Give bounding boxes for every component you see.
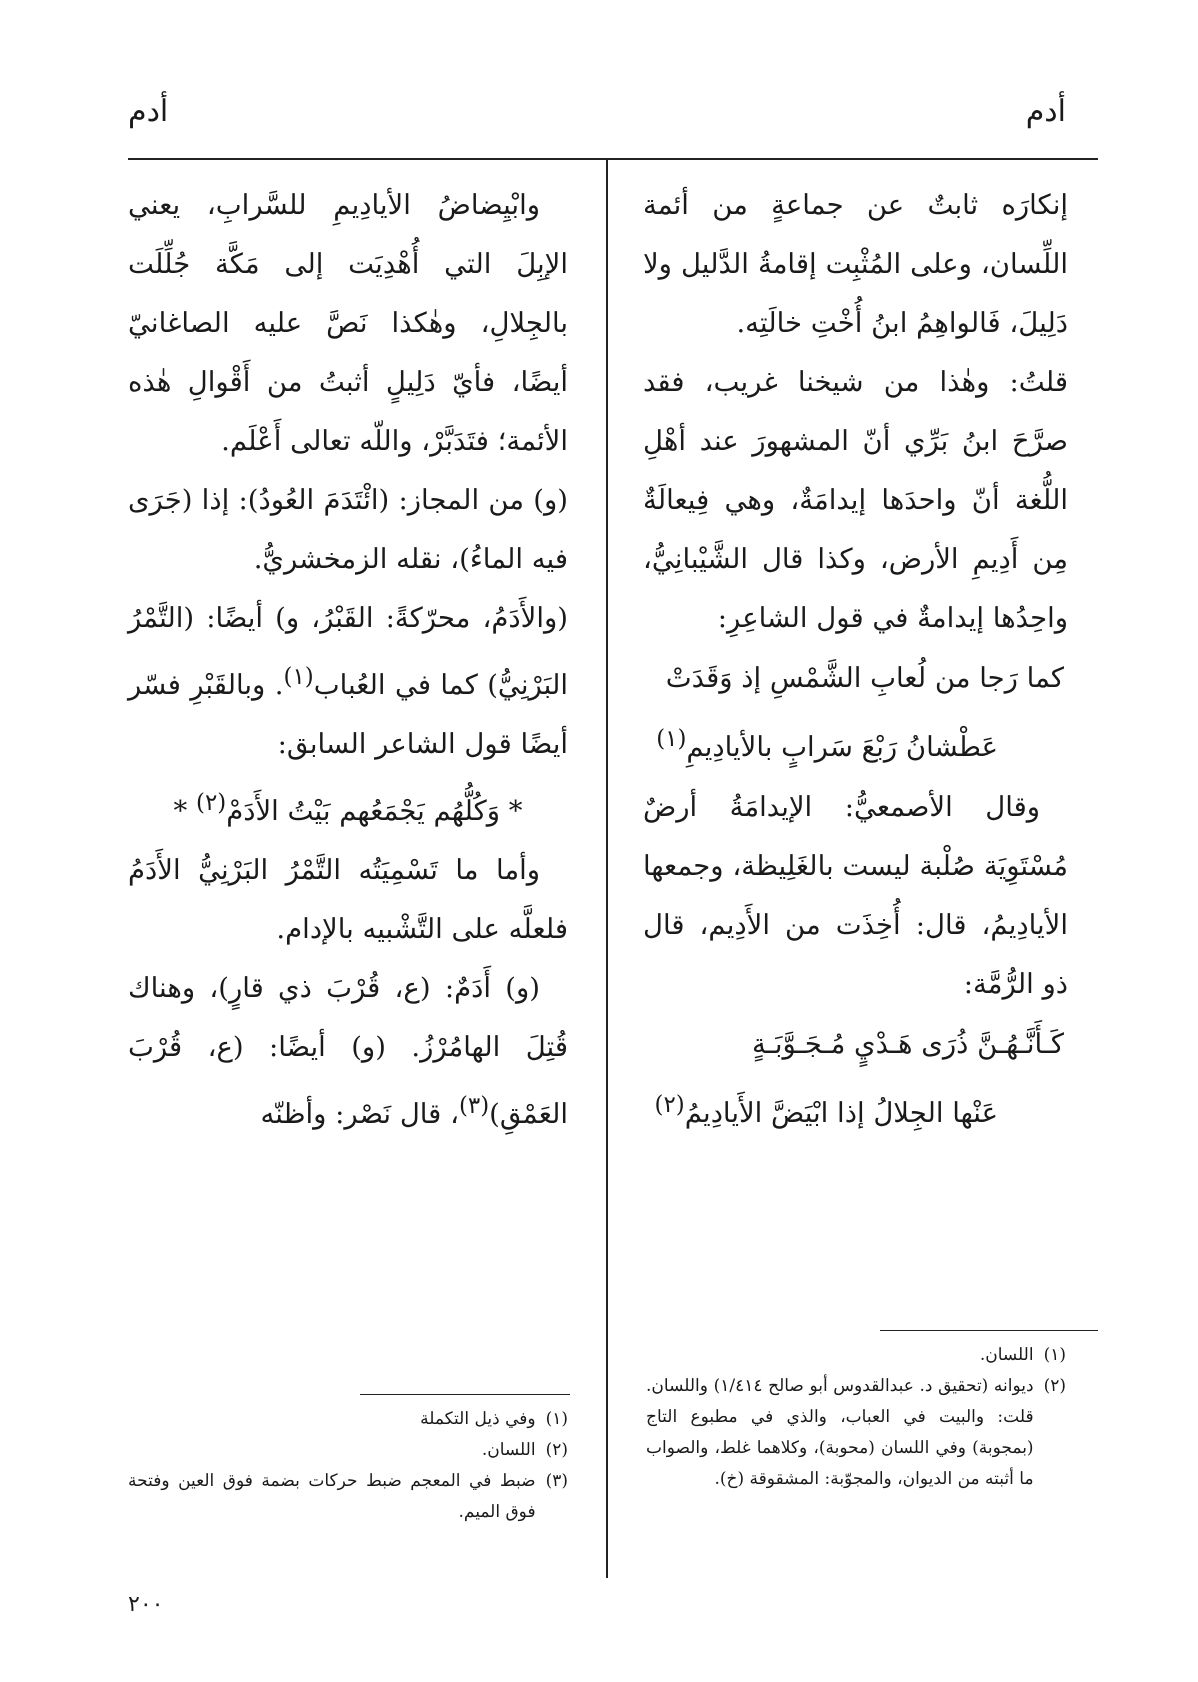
left-paragraph-3-tail: . وبالقَبْرِ فسّر أيضًا قول الشاعر السابق: (128, 669, 568, 761)
footnote-text: ضبط في المعجم ضبط حركات بضمة فوق العين وفتحة فوق الميم. (128, 1471, 536, 1522)
left-paragraph-5-tail: ، قال نَصْر: وأظنّه (260, 1098, 459, 1131)
footnote-number: (١) (545, 1409, 568, 1429)
footnote-text: ديوانه (تحقيق د. عبدالقدوس أبو صالح ١/٤١٤) واللسان. قلت: والبيت في العباب، والذي في مطبوع التاج (بمجوبة) وفي اللسان (محوبة)، وكلاهما غلط، والصواب ما أثبته من الديوان، والمجوّبة: المشقوقة (خ). (646, 1376, 1034, 1489)
footnote-mark: (٢) (196, 790, 227, 817)
verse-1-line-1: كما رَجا من لُعابِ الشَّمْسِ إذ وَقَدَتْ (665, 662, 1064, 694)
left-paragraph-5-text: (و) أَدَمٌ: (ع، قُرْبَ ذي قارٍ)، وهناك قُتِلَ الهامُرْزُ. (و) أيضًا: (ع، قُرْبَ العَمْقِ) (128, 972, 568, 1131)
right-paragraph-2: قلتُ: وهٰذا من شيخنا غريب، فقد صرَّحَ ابنُ بَرِّي أنّ المشهورَ عند أهْلِ اللُّغة أنّ واحدَها إيدامَةٌ، وهي فِيعالَةٌ مِن أَدِيمِ الأرض، وكذا قال الشَّيْبانِيُّ، واحِدُها إيدامةٌ في قول الشاعِرِ: (643, 366, 1068, 634)
verse-2-line-1: كَـأَنَّـهُـنَّ ذُرَى هَـدْيٍ مُـجَـوَّبَـةٍ (752, 1028, 1064, 1061)
running-header-right: أدم (1025, 94, 1066, 129)
column-divider (606, 158, 608, 1578)
running-header-left: أدم (128, 94, 169, 129)
footnote (128, 1435, 568, 1466)
right-paragraph-1: إنكارَه ثابتٌ عن جماعةٍ من أئمة اللِّسان، وعلى المُثْبِت إقامةُ الدَّليل ولا دَلِيلَ، فَالواهِمُ ابنُ أُخْتِ خالَتِه. (643, 189, 1068, 339)
footnote-number: (١) (1043, 1345, 1066, 1365)
footnote-rule-left (360, 1394, 570, 1395)
footnote-number: (٢) (1043, 1376, 1066, 1396)
footnote (646, 1340, 1066, 1371)
verse-3-text: * وَكُلُّهُم يَجْمَعُهم بَيْتُ الأَدَمْ (226, 795, 523, 828)
footnote (128, 1404, 568, 1435)
left-paragraph-3-text: (والأَدَمُ، محرّكةً: القَبْرُ، و) أيضًا: (التَّمْرُ البَرْنِيُّ) كما في العُباب (128, 602, 569, 702)
footnote-mark: (٣) (458, 1093, 490, 1120)
verse-2-line-2 (643, 1075, 1068, 1144)
footnote-text: اللسان. (481, 1440, 536, 1460)
verse-3-end: * (173, 795, 197, 828)
left-paragraph-2: (و) من المجاز: (ائْتَدَمَ العُودُ): إذا (جَرَى فيه الماءُ)، نقله الزمخشريُّ. (128, 484, 568, 575)
verse-2-line-2-text: عَنْها الجِلالُ إذا ابْيَضَّ الأَيادِيمُ (684, 1097, 998, 1130)
left-paragraph-5 (128, 959, 568, 1144)
header-rule (128, 158, 1098, 160)
right-column (643, 176, 1068, 1144)
footnote-number: (٢) (545, 1440, 568, 1460)
footnotes-left (128, 1404, 568, 1528)
footnote-mark: (١) (283, 664, 314, 690)
right-paragraph-3: وقال الأصمعيُّ: الإيدامَةُ أرضٌ مُسْتَوِيَة صُلْبة ليست بالغَلِيظة، وجمعها الأيادِيمُ، قال: أُخِذَت من الأَدِيم، قال ذو الرُّمَّة: (643, 791, 1068, 1001)
left-paragraph-3 (128, 589, 568, 774)
footnote-mark: (١) (656, 726, 687, 752)
footnote (646, 1371, 1066, 1495)
footnote-text: وفي ذيل التكملة (420, 1409, 536, 1429)
footnote-number: (٣) (545, 1471, 568, 1491)
verse-3 (128, 774, 568, 841)
footnote-rule-right (880, 1330, 1098, 1331)
verse-1-line-2 (643, 709, 1068, 778)
footnote (128, 1466, 568, 1528)
left-paragraph-1: وابْيِضاضُ الأيادِيمِ للسَّرابِ، يعني الإبِلَ التي أُهْدِيَت إلى مَكَّة جُلِّلَت بالجِلالِ، وهٰكذا نَصَّ عليه الصاغانيّ أيضًا، فأيّ دَلِيلٍ أثبتُ من أَقْوالِ هٰذه الأئمة؛ فتَدَبَّرْ، واللّه تعالى أَعْلَم. (128, 189, 568, 457)
footnote-mark: (٢) (654, 1092, 685, 1119)
footnotes-right (646, 1340, 1066, 1495)
left-column (128, 176, 568, 1144)
left-paragraph-4: وأما ما تَسْمِيَتُه التَّمْرُ البَرْنِيُّ الأَدَمُ فلعلَّه على التَّشْبيه بالإدام. (128, 854, 568, 946)
footnote-text: اللسان. (979, 1345, 1034, 1365)
verse-1-line-2-text: عَطْشانُ رَبْعَ سَرابٍ بالأيادِيمِ (686, 731, 998, 764)
page-number: ٢٠٠ (128, 1592, 164, 1617)
